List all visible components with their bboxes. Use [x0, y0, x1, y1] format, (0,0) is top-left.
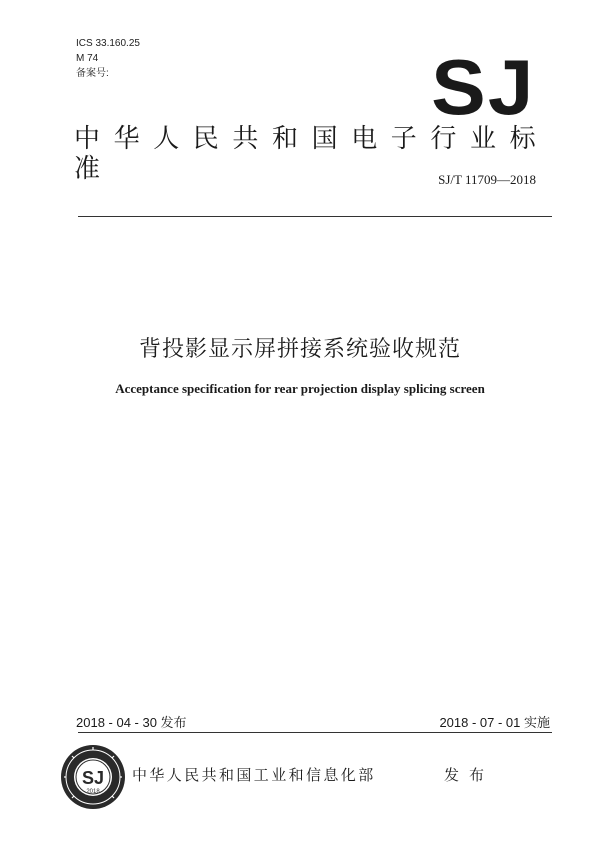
footer-divider: [78, 732, 552, 733]
issue-date: 2018 - 04 - 30 发布: [76, 715, 187, 730]
seal-graphic: [60, 744, 126, 810]
header-divider: [78, 216, 552, 217]
filing-number-label: 备案号:: [76, 68, 109, 79]
publish-label: 发布: [444, 766, 495, 784]
implement-date: 2018 - 07 - 01 实施: [439, 715, 550, 730]
ministry-seal: [60, 744, 126, 810]
document-title-en: Acceptance specification for rear projection display splicing screen: [115, 381, 485, 396]
publisher-name: 中华人民共和国工业和信息化部: [132, 766, 376, 784]
document-title-cn: 背投影显示屏拼接系统验收规范: [138, 337, 461, 362]
ics-code: ICS 33.160.25: [76, 38, 140, 49]
standard-number: SJ/T 11709—2018: [438, 172, 536, 187]
standard-title: 中华人民共和国电子行业标准: [74, 124, 550, 184]
seal-year: 2018: [86, 789, 100, 795]
sj-logo: SJ: [431, 43, 536, 131]
seal-center-text: SJ: [81, 768, 105, 788]
ccs-code: M 74: [76, 53, 99, 64]
